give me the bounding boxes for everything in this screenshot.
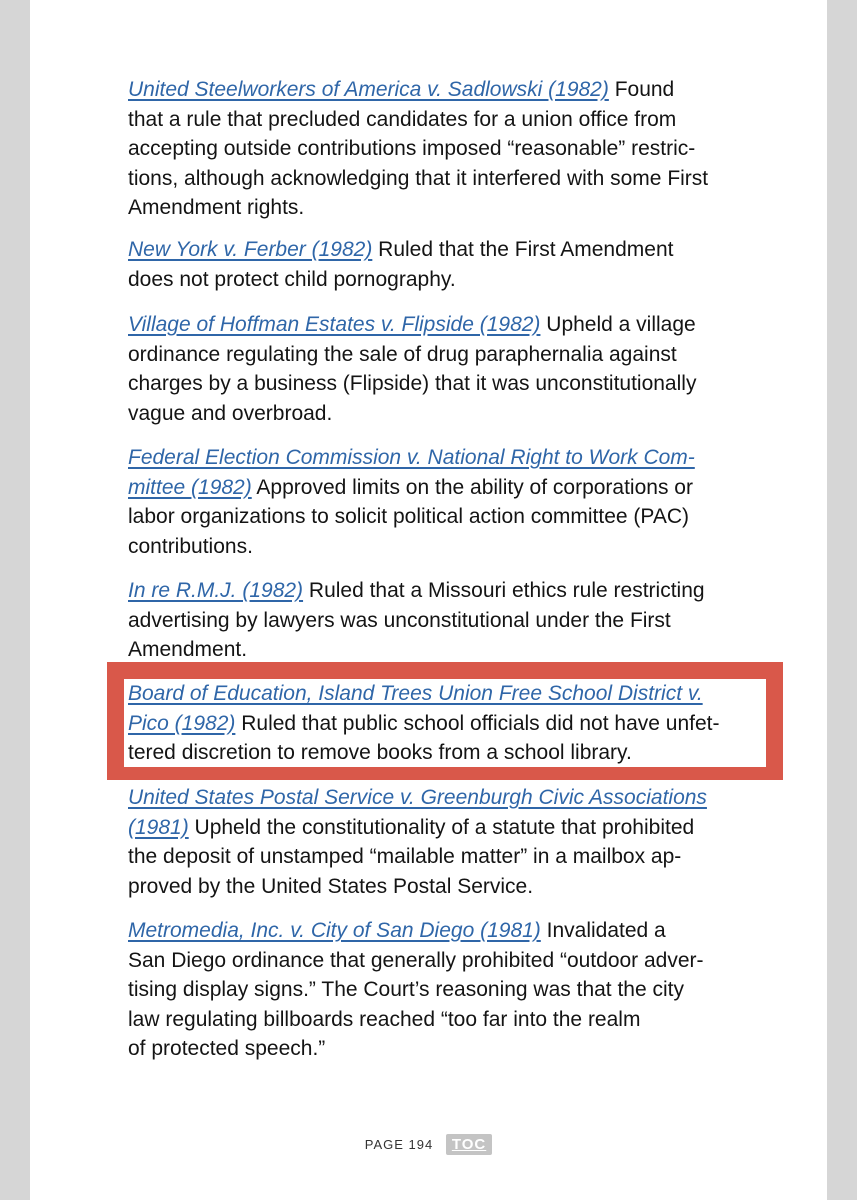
entry-line: San Diego ordinance that generally prohibited “outdoor adver-	[128, 948, 704, 972]
page-number: PAGE 194	[364, 1137, 434, 1152]
entry-line	[128, 916, 768, 946]
entry-line	[128, 813, 768, 843]
case-entry-sadlowski	[128, 75, 768, 223]
toc-button[interactable]: TOC	[446, 1134, 492, 1155]
case-link-pico-cont[interactable]: Pico (1982)	[128, 711, 236, 735]
entry-text: Found	[608, 78, 675, 101]
entry-line	[128, 709, 768, 739]
entry-text: Ruled that a Missouri ethics rule restricting	[303, 579, 705, 602]
case-link-ferber[interactable]: New York v. Ferber (1982)	[128, 238, 373, 261]
entry-line: charges by a business (Flipside) that it was unconstitutionally	[128, 372, 697, 395]
case-link-fec[interactable]: Federal Election Commission v. National Right to Work Com-	[128, 446, 695, 469]
entry-line	[128, 310, 768, 340]
entry-line: tising display signs.” The Court’s reasoning was that the city	[128, 978, 684, 1001]
case-link-greenburgh[interactable]: United States Postal Service v. Greenburgh Civic Associations	[128, 786, 707, 809]
entry-line: advertising by lawyers was unconstitutional under the First	[128, 608, 671, 632]
entry-line: the deposit of unstamped “mailable matter” in a mailbox ap-	[128, 845, 682, 868]
entry-line	[128, 443, 768, 473]
entry-text: Invalidated a	[540, 919, 666, 942]
case-link-flipside[interactable]: Village of Hoffman Estates v. Flipside (1982)	[128, 313, 541, 336]
case-link-rmj[interactable]: In re R.M.J. (1982)	[128, 579, 304, 602]
entry-line: proved by the United States Postal Service.	[128, 874, 534, 898]
entry-text: Upheld the constitutionality of a statute that prohibited	[188, 815, 695, 839]
entry-line: accepting outside contributions imposed “reasonable” restric-	[128, 137, 696, 160]
entry-line: that a rule that precluded candidates for a union office from	[128, 107, 677, 131]
case-entry-greenburgh	[128, 783, 768, 901]
entry-line	[128, 235, 768, 265]
case-link-pico[interactable]: Board of Education, Island Trees Union Free School District v.	[128, 682, 703, 705]
entry-text: Ruled that the First Amendment	[372, 238, 674, 261]
case-entry-rmj	[128, 576, 768, 665]
entry-line	[128, 679, 768, 709]
entry-line: ordinance regulating the sale of drug paraphernalia against	[128, 342, 677, 366]
entry-text: Upheld a village	[540, 313, 696, 336]
entry-line: Amendment.	[128, 638, 248, 661]
case-link-fec-cont[interactable]: mittee (1982)	[128, 475, 252, 499]
entry-line: contributions.	[128, 534, 253, 558]
case-entry-pico	[128, 679, 768, 768]
entry-line	[128, 75, 768, 105]
entry-line: does not protect child pornography.	[128, 267, 456, 291]
entry-text: Approved limits on the ability of corporations or	[251, 475, 693, 499]
entry-line	[128, 783, 768, 813]
case-entry-flipside	[128, 310, 768, 428]
entry-line: of protected speech.”	[128, 1037, 326, 1060]
case-link-metromedia[interactable]: Metromedia, Inc. v. City of San Diego (1981)	[128, 919, 541, 942]
entry-line: tions, although acknowledging that it interfered with some First	[128, 166, 709, 190]
entry-line: Amendment rights.	[128, 196, 305, 219]
entry-line: tered discretion to remove books from a school library.	[128, 741, 632, 764]
entry-line	[128, 473, 768, 503]
case-entry-ferber	[128, 235, 768, 294]
case-entry-fec	[128, 443, 768, 561]
case-link-sadlowski[interactable]: United Steelworkers of America v. Sadlowski (1982)	[128, 78, 609, 101]
case-link-greenburgh-cont[interactable]: (1981)	[128, 815, 189, 839]
entry-line	[128, 576, 768, 606]
entry-line: labor organizations to solicit political action committee (PAC)	[128, 505, 690, 528]
entry-text: Ruled that public school officials did not have unfet-	[235, 711, 720, 735]
page-footer	[0, 1134, 857, 1155]
entry-line: law regulating billboards reached “too far into the realm	[128, 1007, 641, 1031]
entry-line: vague and overbroad.	[128, 401, 333, 425]
case-entry-metromedia	[128, 916, 768, 1064]
